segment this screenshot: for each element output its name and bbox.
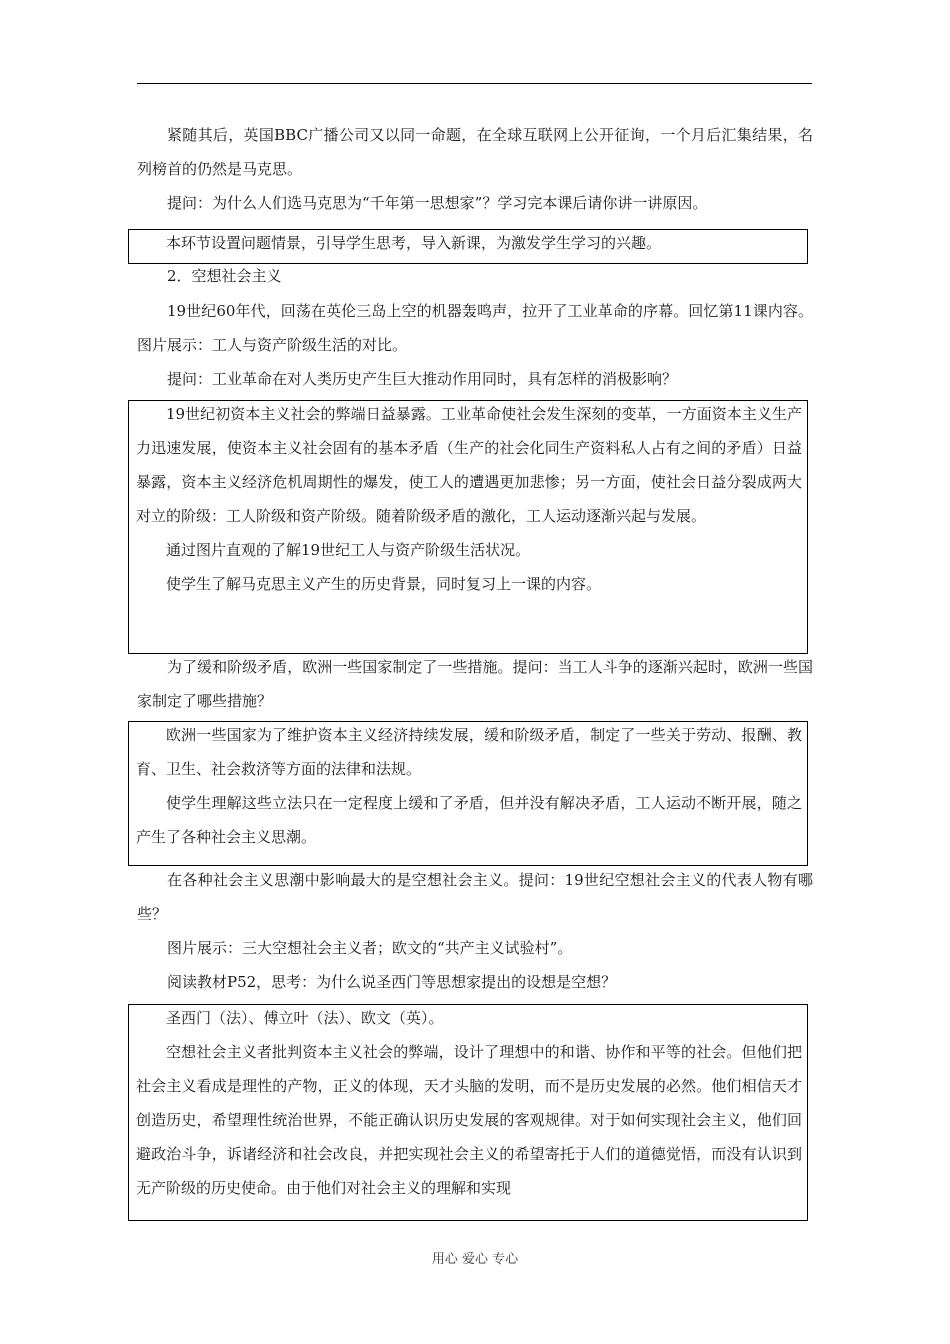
note-box-2-text-2: 通过图片直观的了解19世纪工人与资产阶级生活状况。 [166,541,531,559]
note-box-3 [128,721,808,866]
paragraph-reading: 阅读教材P52，思考：为什么说圣西门等思想家提出的设想是空想？ [167,973,617,991]
note-box-2-text-1: 19世纪初资本主义社会的弊端日益暴露。工业革命使社会发生深刻的变革，一方面资本主义生产力迅速发展，使资本主义社会固有的基本矛盾（生产的社会化同生产资料私人占有之间的矛盾）日益暴露，资本主义经济危机周期性的爆发，使工人的遭遇更加悲惨；另一方面，使社会日益分裂成两大对立的阶级：工人阶级和资产阶级。随着阶级矛盾的激化，工人运动逐渐兴起与发展。 [136,405,802,525]
section-heading: 2．空想社会主义 [167,267,282,285]
note-box-2 [128,400,808,654]
paragraph-bbc: 紧随其后，英国BBC广播公司又以同一命题，在全球互联网上公开征询，一个月后汇集结果，名列榜首的仍然是马克思。 [137,126,813,178]
note-box-4-text-2: 空想社会主义者批判资本主义社会的弊端，设计了理想中的和谐、协作和平等的社会。但他们把社会主义看成是理性的产物，正义的体现，天才头脑的发明，而不是历史发展的必然。他们相信天才创造历史，希望理性统治世界，不能正确认识历史发展的客观规律。对于如何实现社会主义，他们回避政治斗争，诉诸经济和社会改良，并把实现社会主义的希望寄托于人们的道德觉悟，而没有认识到无产阶级的历史使命。由于他们对社会主义的理解和实现 [136,1043,802,1197]
note-box-3-text-2: 使学生理解这些立法只在一定程度上缓和了矛盾，但并没有解决矛盾，工人运动不断开展，随之产生了各种社会主义思潮。 [136,794,802,846]
page-footer: 用心 爱心 专心 [431,1252,519,1267]
paragraph-utopian: 在各种社会主义思潮中影响最大的是空想社会主义。提问：19世纪空想社会主义的代表人物有哪些？ [137,871,813,923]
note-box-4-text-1: 圣西门（法）、傅立叶（法）、欧文（英）。 [166,1009,444,1027]
paragraph-question-2: 提问：工业革命在对人类历史产生巨大推动作用同时，具有怎样的消极影响？ [167,370,678,388]
paragraph-industrial-revolution: 19世纪60年代，回荡在英伦三岛上空的机器轰鸣声，拉开了工业革命的序幕。回忆第11课内容。图片展示：工人与资产阶级生活的对比。 [137,302,813,354]
note-box-2-text-3: 使学生了解马克思主义产生的历史背景，同时复习上一课的内容。 [166,575,602,593]
paragraph-images: 图片展示：三大空想社会主义者；欧文的“共产主义试验村”。 [167,939,573,957]
note-box-1-text: 本环节设置问题情景，引导学生思考，导入新课，为激发学生学习的兴趣。 [166,234,662,252]
paragraph-question-1: 提问：为什么人们选马克思为“千年第一思想家”？学习完本课后请你讲一讲原因。 [167,194,708,212]
paragraph-measures: 为了缓和阶级矛盾，欧洲一些国家制定了一些措施。提问：当工人斗争的逐渐兴起时，欧洲一些国家制定了哪些措施？ [137,658,813,710]
header-rule [137,83,812,84]
note-box-3-text-1: 欧洲一些国家为了维护资本主义经济持续发展，缓和阶级矛盾，制定了一些关于劳动、报酬、教育、卫生、社会救济等方面的法律和法规。 [136,726,802,778]
note-box-4 [128,1004,808,1221]
